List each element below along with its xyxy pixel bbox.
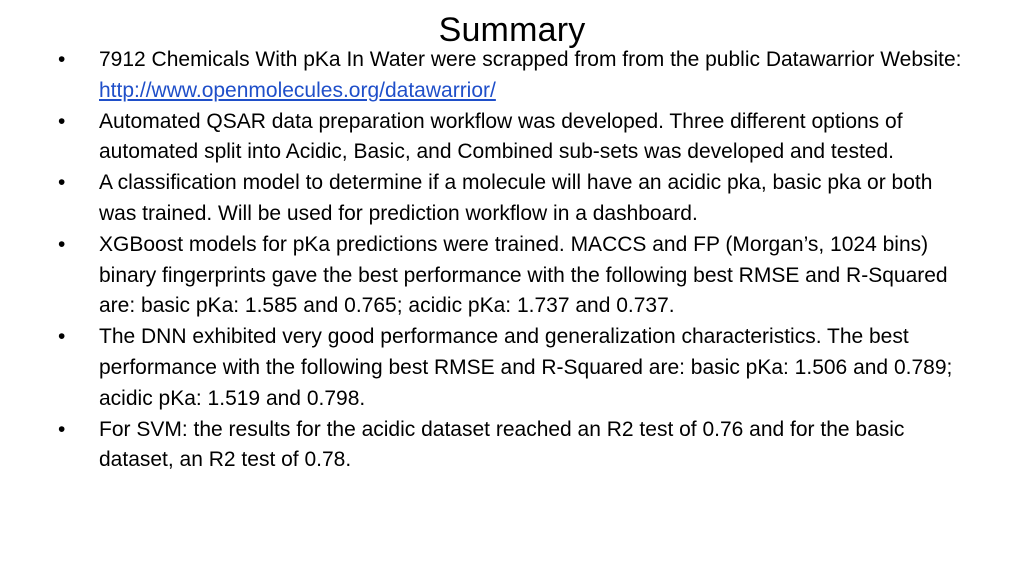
- bullet-item-3: [0, 168, 1024, 230]
- bullet-text-6: For SVM: the results for the acidic dataset reached an R2 test of 0.76 and for the basic dataset, an R2 test of 0.78.: [99, 417, 905, 472]
- bullet-text-3: A classification model to determine if a molecule will have an acidic pka, basic pka or both was trained. Will be used for prediction workflow in a dashboard.: [99, 171, 933, 225]
- bullet-item-1: [0, 45, 1024, 107]
- bullet-item-4: [0, 230, 1024, 322]
- bullet-text-2: Automated QSAR data preparation workflow was developed. Three different options of automated split into Acidic, Basic, and Combined sub-sets was developed and tested.: [99, 109, 903, 164]
- bullet-icon: •: [58, 109, 66, 133]
- bullet-text-5: The DNN exhibited very good performance and generalization characteristics. The best performance with the following best RMSE and R-Squared are: basic pKa: 1.506 and 0.789; acidic pKa: 1.519 and 0.798.: [99, 325, 953, 410]
- slide-title: Summary: [438, 11, 586, 49]
- bullet-item-6: [0, 415, 1024, 477]
- bullet-text-1: 7912 Chemicals With pKa In Water were scrapped from from the public Datawarrior Website:: [99, 48, 962, 71]
- bullet-item-5: [0, 322, 1024, 414]
- bullet-list: [0, 45, 1024, 476]
- bullet-icon: •: [58, 232, 66, 256]
- bullet-text-4: XGBoost models for pKa predictions were trained. MACCS and FP (Morgan’s, 1024 bins) binary fingerprints gave the best performance with the following best RMSE and R-Squared are: basic pKa: 1.585 and 0.765; acidic pKa: 1.737 and 0.737.: [99, 232, 948, 318]
- bullet-icon: •: [58, 171, 66, 195]
- bullet-item-2: [0, 107, 1024, 169]
- bullet-icon: •: [58, 325, 66, 349]
- bullet-icon: •: [58, 48, 66, 71]
- datawarrior-link[interactable]: http://www.openmolecules.org/datawarrior/: [99, 78, 496, 102]
- bullet-icon: •: [58, 417, 66, 441]
